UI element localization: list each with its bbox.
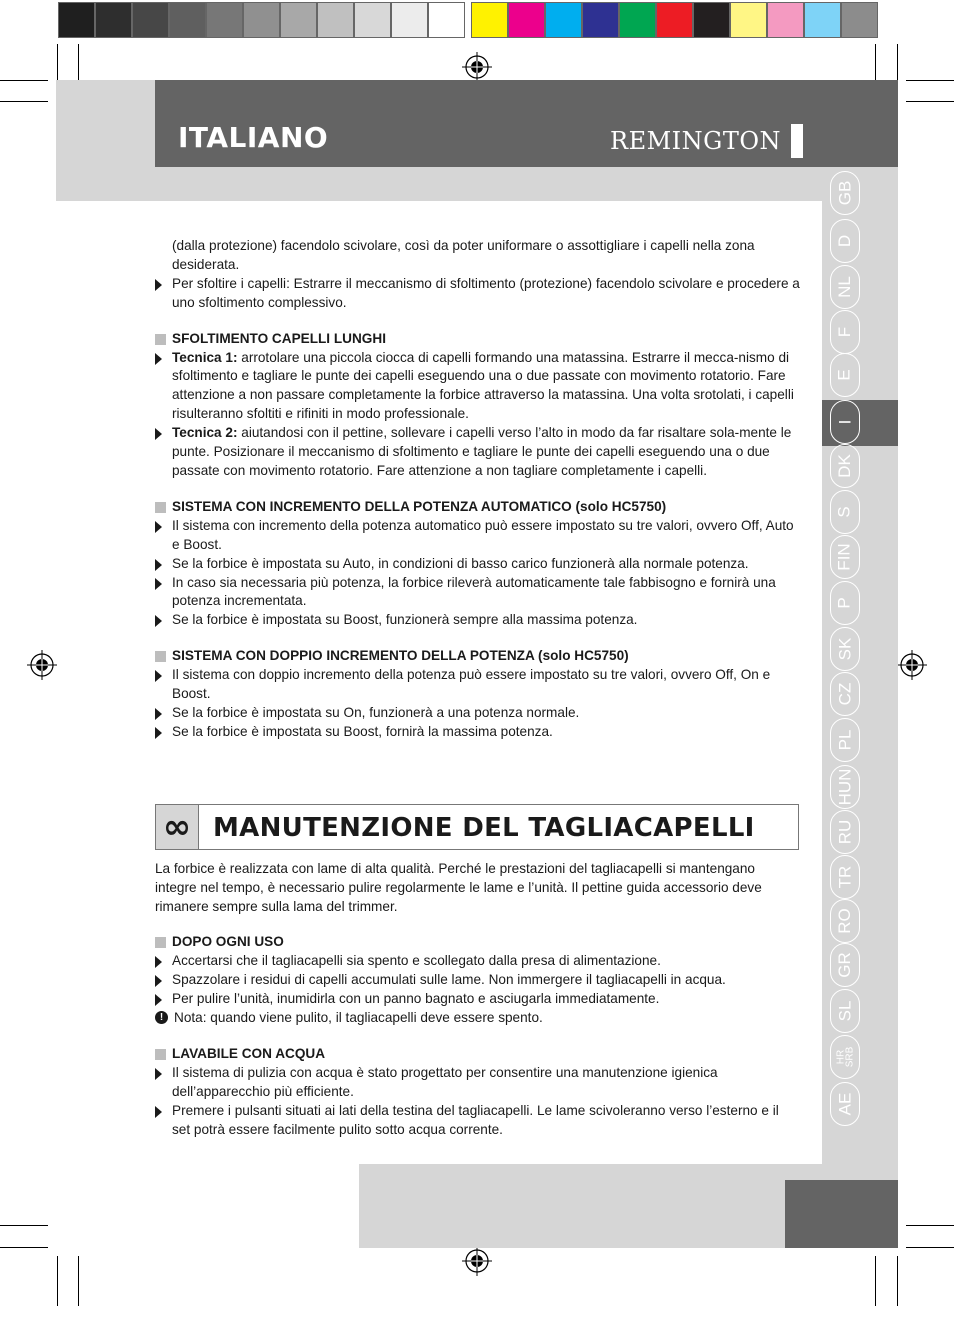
section-title-box: [155, 804, 799, 850]
registration-mark-icon: [462, 52, 492, 82]
technique-label: Tecnica 2:: [172, 425, 238, 441]
section-heading: [155, 498, 800, 517]
bullet-arrow-icon: [155, 727, 162, 739]
color-swatch: [471, 2, 508, 38]
bullet-arrow-icon: [155, 975, 162, 987]
crop-mark: [906, 101, 954, 102]
warning-icon: !: [155, 1011, 168, 1024]
infinity-icon: ∞: [156, 805, 199, 849]
registration-mark-icon: [462, 1246, 492, 1276]
language-tab-cz[interactable]: [830, 672, 860, 716]
language-tab-ae[interactable]: [830, 1082, 860, 1126]
language-tab-d[interactable]: [830, 219, 860, 263]
color-swatch: [58, 2, 95, 38]
color-swatch: [730, 2, 767, 38]
section-title: MANUTENZIONE DEL TAGLIACAPELLI: [213, 813, 755, 843]
language-tab-label: CZ: [834, 682, 854, 706]
section-heading: [155, 1045, 800, 1064]
heading-text: SFOLTIMENTO CAPELLI LUNGHI: [172, 330, 386, 346]
color-swatch: [767, 2, 804, 38]
heading-square-icon: [155, 1049, 166, 1060]
language-tab-label: TR: [834, 865, 854, 889]
language-tab-ro[interactable]: [830, 899, 860, 943]
color-swatch: [804, 2, 841, 38]
bullet-arrow-icon: [155, 353, 162, 365]
brand-logo: REMINGTON: [610, 127, 781, 155]
language-tab-sk[interactable]: [830, 627, 860, 671]
heading-text: DOPO OGNI USO: [172, 934, 284, 950]
language-tab-s[interactable]: [830, 490, 860, 534]
list-item: [155, 1064, 800, 1102]
language-tab-label: F: [834, 326, 854, 338]
bullet-arrow-icon: [155, 279, 162, 291]
heading-square-icon: [155, 502, 166, 513]
color-swatch: [391, 2, 428, 38]
brand-logo-bar: [791, 124, 803, 158]
language-tab-e[interactable]: [830, 353, 860, 397]
list-item-text: Se la forbice è impostata su On, funzionerà a una potenza normale.: [172, 704, 580, 720]
language-tab-label: D: [835, 234, 854, 248]
language-tab-label: RU: [835, 819, 854, 845]
color-swatch: [317, 2, 354, 38]
note-item: [155, 1009, 800, 1028]
language-tab-label: GR: [835, 952, 854, 978]
intro-paragraph: La forbice è realizzata con lame di alta qualità. Perché le prestazioni del tagliacapelli si mantengano integre nel tempo, è necessario pulire regolarmente le lame e l’unità. Il pettine guida accessorio deve rimanere sempre sulla lama del trimmer.: [155, 860, 762, 914]
language-tab-i[interactable]: [830, 400, 860, 444]
bullet-arrow-icon: [155, 670, 162, 682]
list-item-text: Per sfoltire i capelli: Estrarre il meccanismo di sfoltimento (protezione) facendolo scivolare e procedere a uno sfoltimento complessivo.: [172, 275, 800, 310]
list-item: [155, 952, 800, 971]
color-swatch: [693, 2, 730, 38]
section-heading: [155, 330, 800, 349]
page-title: ITALIANO: [178, 121, 329, 154]
heading-square-icon: [155, 937, 166, 948]
bullet-arrow-icon: [155, 708, 162, 720]
crop-mark: [0, 80, 48, 81]
color-swatch: [95, 2, 132, 38]
note-text: Nota: quando viene pulito, il tagliacapelli deve essere spento.: [174, 1010, 543, 1026]
registration-mark-icon: [27, 650, 57, 680]
language-tab-sl[interactable]: [830, 989, 860, 1033]
language-tab-label: HR SRB: [835, 1046, 855, 1068]
language-tab-label: SK: [835, 637, 854, 661]
language-tab-nl[interactable]: [830, 265, 860, 309]
color-swatch: [169, 2, 206, 38]
list-item: [155, 723, 800, 742]
section-heading: [155, 933, 800, 952]
list-item-text: Il sistema con doppio incremento della potenza può essere impostato su tre valori, ovvero Off, On e Boost.: [172, 667, 771, 702]
language-tab-label: S: [835, 506, 854, 518]
heading-text: SISTEMA CON DOPPIO INCREMENTO DELLA POTENZA (solo HC5750): [172, 648, 629, 664]
language-tab-dk[interactable]: [830, 444, 860, 488]
language-tab-pl[interactable]: [830, 718, 860, 762]
crop-mark: [0, 1225, 48, 1226]
list-item: [155, 1102, 800, 1140]
language-tab-ru[interactable]: [830, 810, 860, 854]
language-tab-gr[interactable]: [830, 943, 860, 987]
color-swatch: [206, 2, 243, 38]
color-swatch: [243, 2, 280, 38]
crop-mark: [906, 1247, 954, 1248]
language-tab-fin[interactable]: [830, 535, 860, 579]
language-tab-label: FIN: [834, 543, 854, 571]
list-item: [155, 704, 800, 723]
list-item: [155, 666, 800, 704]
language-tab-label: GB: [835, 180, 854, 206]
color-swatch: [132, 2, 169, 38]
crop-mark: [57, 1256, 58, 1306]
list-item-text: Per pulire l’unità, inumidirla con un panno bagnato e asciugarla immediatamente.: [172, 991, 660, 1007]
crop-mark: [897, 1256, 898, 1306]
color-swatch: [582, 2, 619, 38]
list-item-text: Se la forbice è impostata su Boost, fornirà la massima potenza.: [172, 723, 553, 739]
language-tab-label: NL: [834, 276, 854, 298]
list-item-text: Accertarsi che il tagliacapelli sia spento e scollegato dalla presa di alimentazione.: [172, 953, 661, 969]
bullet-arrow-icon: [155, 1068, 162, 1080]
crop-mark: [906, 1225, 954, 1226]
color-swatch: [280, 2, 317, 38]
bullet-arrow-icon: [155, 956, 162, 968]
language-tab-label: SL: [834, 1000, 854, 1022]
bullet-arrow-icon: [155, 559, 162, 571]
language-tab-p[interactable]: [830, 581, 860, 625]
list-item-text: Spazzolare i residui di capelli accumulati sulle lame. Non immergere il tagliacapelli in acqua.: [172, 972, 726, 988]
color-swatch: [619, 2, 656, 38]
crop-mark: [78, 1256, 79, 1306]
color-swatch: [841, 2, 878, 38]
color-swatch: [354, 2, 391, 38]
main-content: [155, 237, 800, 1140]
language-tab-hr-srb[interactable]: [830, 1035, 860, 1079]
color-swatch: [428, 2, 465, 38]
language-tab-label: AE: [835, 1092, 854, 1116]
continued-paragraph: (dalla protezione) facendolo scivolare, così da poter uniformare o assottigliare i capelli nella zona desiderata.: [172, 238, 755, 272]
color-swatch: [656, 2, 693, 38]
list-item: [155, 424, 800, 481]
list-item-text: Se la forbice è impostata su Boost, funzionerà sempre alla massima potenza.: [172, 612, 638, 628]
list-item: [155, 349, 800, 425]
language-tab-label: I: [834, 419, 854, 425]
heading-text: SISTEMA CON INCREMENTO DELLA POTENZA AUTOMATICO (solo HC5750): [172, 498, 667, 514]
language-tab-label: E: [835, 369, 854, 381]
list-item-text: Se la forbice è impostata su Auto, in condizioni di basso carico funzionerà alla normale potenza.: [172, 555, 749, 571]
list-item: [155, 275, 800, 313]
language-tab-label: P: [835, 597, 854, 609]
color-calibration-bar: [58, 2, 898, 38]
list-item-text: aiutandosi con il pettine, sollevare i capelli verso l’alto in modo da far risaltare sola-mente le punte. Posizionare il meccanismo di sfoltimento e tagliare le punte dei capelli eseguendo una o due passate con movimento rotatorio. Fare attenzione a non tagliare completamente i capelli.: [172, 425, 792, 478]
list-item: [155, 517, 800, 555]
bullet-arrow-icon: [155, 1106, 162, 1118]
language-tab-label: PL: [834, 729, 854, 751]
list-item-text: In caso sia necessaria più potenza, la forbice rileverà automaticamente tale fabbisogno e fornirà una potenza incrementata.: [172, 574, 776, 609]
bullet-arrow-icon: [155, 521, 162, 533]
crop-mark: [0, 1247, 48, 1248]
list-item: [155, 574, 800, 612]
list-item-text: Premere i pulsanti situati ai lati della testina del tagliacapelli. Le lame scivoleranno verso l’esterno e il set potrà essere facilmente pulito sotto acqua corrente.: [172, 1102, 779, 1137]
list-item-text: arrotolare una piccola ciocca di capelli formando una matassina. Estrarre il mecca-nismo di sfoltimento e tagliare le punte dei capelli eseguendo una o due passate con movimento rotatorio. Fare attenzione a non passare completamente la forbice attraverso la matassina. Una volta srotolati, i capelli risulteranno sfoltiti e rifiniti in modo professionale.: [172, 349, 794, 422]
language-tab-label: HUN: [835, 768, 854, 806]
page-number-box: [785, 1180, 898, 1248]
color-swatch: [545, 2, 582, 38]
heading-text: LAVABILE CON ACQUA: [172, 1046, 326, 1061]
language-tab-label: RO: [835, 908, 854, 934]
list-item: [155, 555, 800, 574]
crop-mark: [875, 1256, 876, 1306]
heading-square-icon: [155, 651, 166, 662]
list-item: [155, 611, 800, 630]
section-heading: [155, 647, 800, 666]
crop-mark: [906, 80, 954, 81]
registration-mark-icon: [897, 650, 927, 680]
technique-label: Tecnica 1:: [172, 349, 238, 365]
language-tab-gb[interactable]: [830, 171, 860, 215]
list-item-text: Il sistema con incremento della potenza automatico può essere impostato su tre valori, ovvero Off, Auto e Boost.: [172, 517, 794, 552]
heading-square-icon: [155, 334, 166, 345]
bullet-arrow-icon: [155, 428, 162, 440]
bullet-arrow-icon: [155, 994, 162, 1006]
color-swatch: [508, 2, 545, 38]
list-item-text: Il sistema di pulizia con acqua è stato progettato per consentire una manutenzione igienica dell’apparecchio più efficiente.: [172, 1064, 718, 1099]
list-item: [155, 990, 800, 1009]
list-item: [155, 971, 800, 990]
language-tab-f[interactable]: [830, 310, 860, 354]
bullet-arrow-icon: [155, 578, 162, 590]
language-tab-tr[interactable]: [830, 855, 860, 899]
bullet-arrow-icon: [155, 615, 162, 627]
language-tab-label: DK: [835, 454, 854, 478]
language-tab-hun[interactable]: [830, 765, 860, 809]
crop-mark: [0, 101, 48, 102]
